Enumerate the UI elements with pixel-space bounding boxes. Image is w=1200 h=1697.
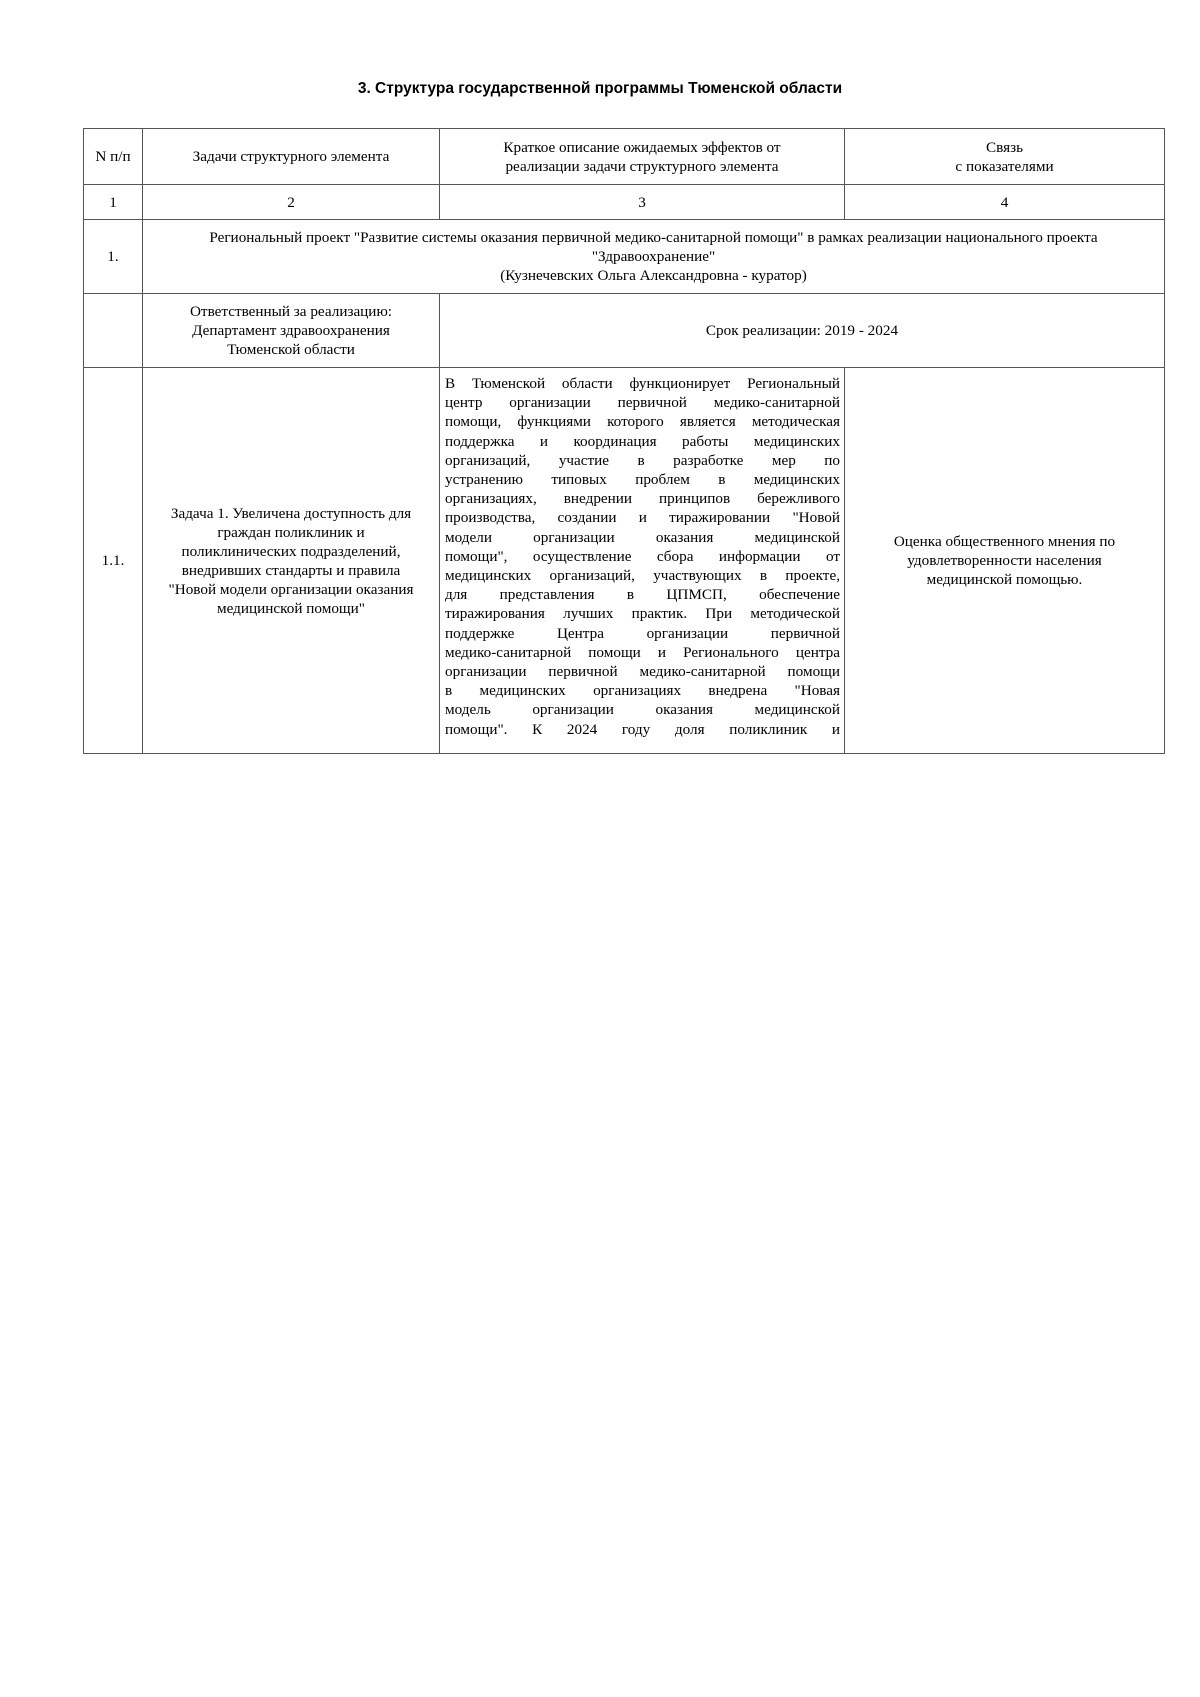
indicator-line: Оценка общественного мнения по <box>893 533 1116 550</box>
description-line: устранению типовых проблем в медицинских <box>445 471 840 489</box>
task-line: Задача 1. Увеличена доступность для <box>170 504 412 522</box>
task-line: медицинской помощи" <box>217 599 365 617</box>
project-row <box>84 220 1165 294</box>
responsible-line: Ответственный за реализацию: <box>189 303 393 320</box>
project-title <box>143 220 1165 294</box>
description-line: модель организации оказания медицинской <box>445 701 840 719</box>
description-line: производства, создании и тиражировании "Новой <box>445 509 840 527</box>
description-line: помощи". К 2024 году доля поликлиник и <box>445 720 840 738</box>
task-line: внедривших стандарты и правила <box>181 561 401 579</box>
description-line: организаций, участие в разработке мер по <box>445 451 840 469</box>
responsible-cell <box>143 294 440 368</box>
responsible-line: Тюменской области <box>227 341 355 358</box>
description-line: для представления в ЦПМСП, обеспечение <box>445 586 840 604</box>
responsible-line: Департамент здравоохранения <box>192 322 390 339</box>
description-line: организации первичной медико-санитарной помощи <box>445 663 840 681</box>
description-line: В Тюменской области функционирует Региональный <box>445 375 840 392</box>
header-effects-line: реализации задачи структурного элемента <box>505 157 779 175</box>
header-number: N п/п <box>84 129 143 185</box>
task-line: поликлинических подразделений, <box>181 542 401 560</box>
indicator-cell <box>845 368 1165 754</box>
effects-description <box>440 368 845 754</box>
description-line: организациях, внедрении принципов бережливого <box>445 490 840 508</box>
header-tasks: Задачи структурного элемента <box>143 129 440 185</box>
task-line: "Новой модели организации оказания <box>168 580 414 598</box>
description-line: помощи", осуществление сбора информации от <box>445 547 840 565</box>
task-number: 1.1. <box>84 368 143 754</box>
project-number: 1. <box>84 220 143 294</box>
description-line: тиражирования лучших практик. При методической <box>445 605 840 623</box>
column-number-row <box>84 185 1165 220</box>
description-line: в медицинских организациях внедрена "Новая <box>445 682 840 700</box>
project-title-line: "Здравоохранение" <box>591 248 716 265</box>
description-line: поддержка и координация работы медицинских <box>445 432 840 450</box>
structure-table <box>83 128 1165 754</box>
responsible-row <box>84 294 1165 368</box>
column-number: 4 <box>845 185 1165 220</box>
column-number: 2 <box>143 185 440 220</box>
description-line: медицинских организаций, участвующих в проекте, <box>445 567 840 585</box>
indicator-line: медицинской помощью. <box>926 571 1083 588</box>
header-effects-line: Краткое описание ожидаемых эффектов от <box>503 138 781 156</box>
column-number: 1 <box>84 185 143 220</box>
empty-cell <box>84 294 143 368</box>
project-curator: (Кузнечевских Ольга Александровна - куратор) <box>500 267 807 284</box>
description-line: поддержке Центра организации первичной <box>445 624 840 642</box>
page-title: 3. Структура государственной программы Тюменской области <box>357 80 843 97</box>
column-number: 3 <box>440 185 845 220</box>
term-cell: Срок реализации: 2019 - 2024 <box>440 294 1165 368</box>
description-line: центр организации первичной медико-санитарной <box>445 394 840 412</box>
description-line: помощи, функциями которого является методическая <box>445 413 840 431</box>
header-indicators-line: Связь <box>985 138 1023 156</box>
indicator-line: удовлетворенности населения <box>907 552 1102 569</box>
table-header-row <box>84 129 1165 185</box>
header-effects <box>440 129 845 185</box>
project-title-line: Региональный проект "Развитие системы оказания первичной медико-санитарной помощи" в рамках реализации национального проекта <box>209 229 1098 246</box>
header-indicators <box>845 129 1165 185</box>
header-indicators-line: с показателями <box>955 157 1054 175</box>
task-row <box>84 368 1165 754</box>
task-cell <box>143 368 440 754</box>
task-line: граждан поликлиник и <box>217 523 365 541</box>
description-line: модели организации оказания медицинской <box>445 528 840 546</box>
description-line: медико-санитарной помощи и Регионального центра <box>445 643 840 661</box>
